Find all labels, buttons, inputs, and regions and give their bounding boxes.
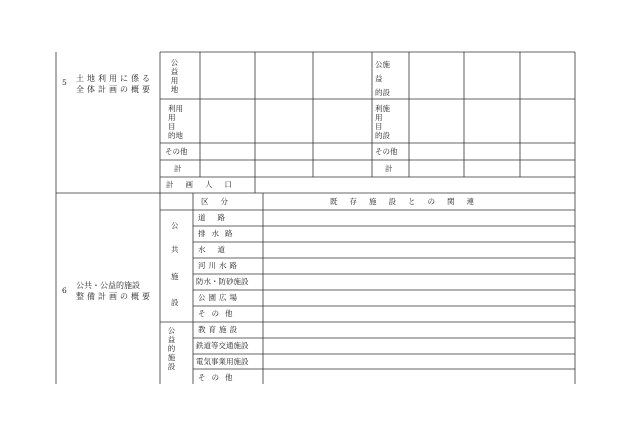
header-category: 区分	[201, 197, 240, 206]
public-item-other: その他	[198, 309, 239, 318]
use-facility-label-b: 用	[375, 113, 383, 122]
use-land-label-a: 利用	[168, 104, 183, 113]
use-facility-label-c: 目	[375, 122, 383, 131]
use-land-label-c: 目	[168, 122, 176, 131]
section5-title-line2: 全体計画の概要	[76, 85, 153, 94]
public-group-char-4: 設	[171, 298, 179, 307]
planned-population-label: 計画人口	[166, 180, 244, 189]
public-facility-label-c: 的設	[375, 88, 390, 97]
section6-title-line1: 公共・公益的施設	[76, 281, 140, 290]
public-benefit-group-label: 公益的施設	[167, 326, 176, 371]
public-land-label: 公益用地	[170, 58, 179, 94]
public-item-road: 道路	[198, 213, 237, 222]
public-item-river: 河川水路	[198, 261, 240, 270]
public-group-char-3: 施	[171, 272, 179, 281]
use-land-label-d: 的地	[168, 131, 183, 140]
public-item-park: 公園広場	[198, 293, 240, 302]
section5-number: 5	[62, 78, 67, 87]
public-item-drainage: 排水路	[198, 229, 239, 238]
section6-title-line2: 整備計画の概要	[76, 292, 153, 301]
use-facility-label-d: 的設	[375, 131, 390, 140]
benefit-item-other: その他	[198, 373, 239, 382]
total-right-label: 計	[385, 164, 393, 173]
header-relation: 既存施設との関連	[330, 197, 486, 206]
section5-title-line1: 土地利用に係る	[76, 74, 153, 83]
other-right-label: その他	[375, 147, 398, 156]
public-group-char-1: 公	[171, 221, 179, 230]
benefit-item-electric: 電気事業用施設	[196, 357, 249, 366]
use-facility-label-a: 利施	[375, 104, 390, 113]
public-item-flood: 防水・防砂施設	[196, 277, 249, 286]
other-left-label: その他	[165, 147, 188, 156]
public-group-char-2: 共	[171, 245, 179, 254]
public-facility-label-b: 益	[375, 74, 383, 83]
public-facility-label-a: 公施	[375, 60, 390, 69]
use-land-label-b: 用	[168, 113, 176, 122]
benefit-item-education: 教育施設	[198, 325, 240, 334]
public-item-water: 水道	[198, 245, 237, 254]
section6-number: 6	[62, 286, 67, 295]
total-left-label: 計	[174, 164, 182, 173]
benefit-item-railway: 鉄道等交通施設	[196, 341, 249, 350]
